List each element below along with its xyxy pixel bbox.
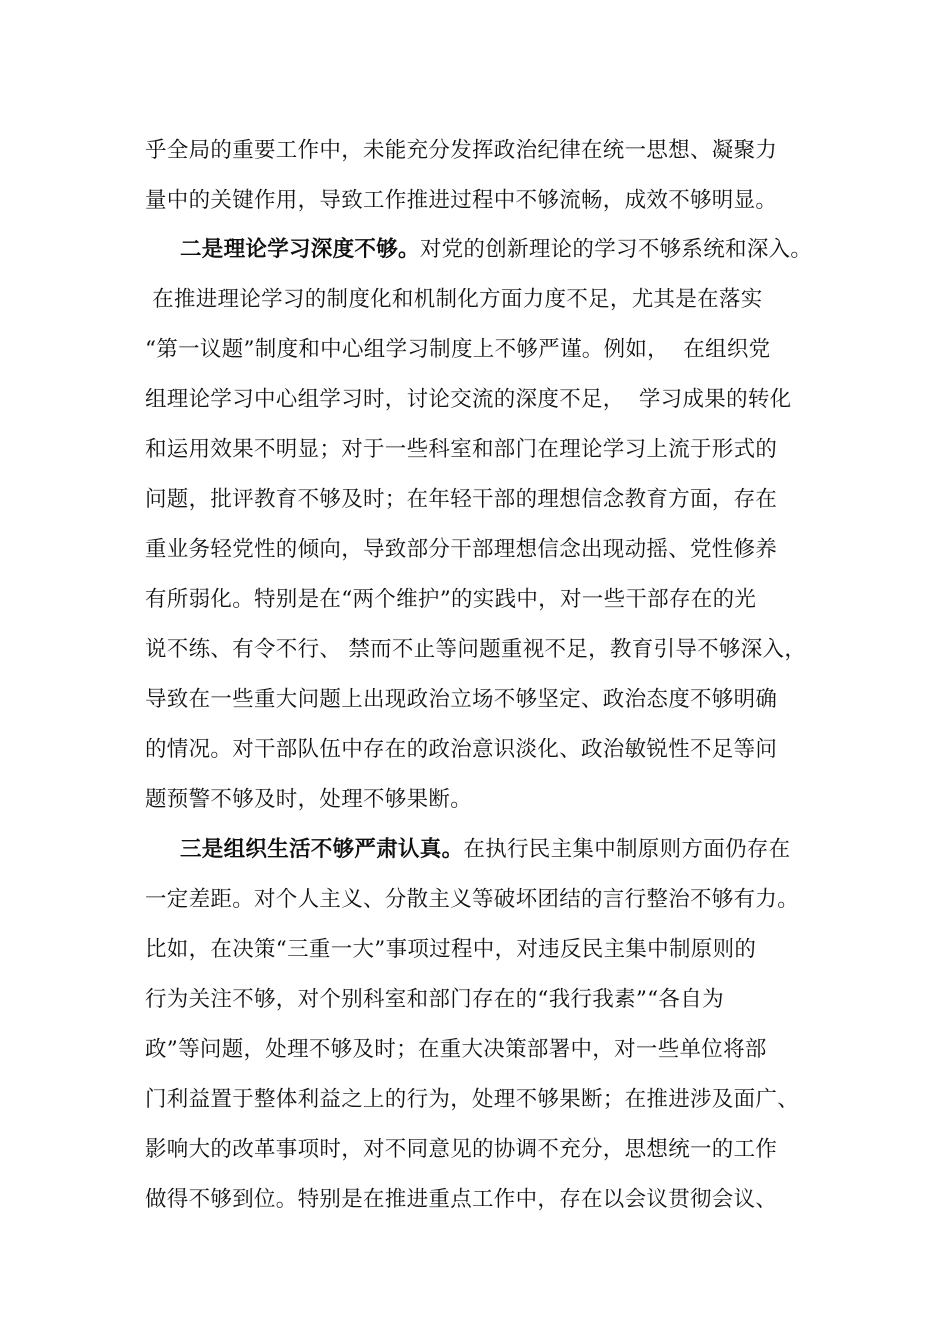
text-line: 和运用效果不明显；对于一些科室和部门在理论学习上流于形式的 <box>145 437 778 462</box>
text-line: 一定差距。对个人主义、分散主义等破坏团结的言行整治不够有力。 <box>145 887 800 912</box>
text-line: 说不练、有令不行、 禁而不止等问题重视不足，教育引导不够深入， <box>145 637 807 662</box>
paragraph-heading: 三是组织生活不够严肃认真。 <box>180 837 464 862</box>
text-line: 导致在一些重大问题上出现政治立场不够坚定、政治态度不够明确 <box>145 687 778 712</box>
text-line: 重业务轻党性的倾向，导致部分干部理想信念出现动摇、党性修养 <box>145 537 778 562</box>
text-line: 有所弱化。特别是在“两个维护”的实践中，对一些干部存在的光 <box>145 587 757 612</box>
paragraph-heading: 二是理论学习深度不够。 <box>180 237 420 262</box>
text-line: “第一议题”制度和中心组学习制度上不够严谨。例如， 在组织党 <box>145 337 771 362</box>
text-line: 题预警不够及时，处理不够果断。 <box>145 787 473 812</box>
text-line: 影响大的改革事项时，对不同意见的协调不充分，思想统一的工作 <box>145 1137 778 1162</box>
text-line: 门利益置于整体利益之上的行为，处理不够果断；在推进涉及面广、 <box>145 1087 800 1112</box>
text-line: 量中的关键作用，导致工作推进过程中不够流畅，成效不够明显。 <box>145 188 778 213</box>
paragraph-first-line <box>180 830 840 870</box>
text-line: 在推进理论学习的制度化和机制化方面力度不足，尤其是在落实 <box>145 287 763 312</box>
text-line: 问题，批评教育不够及时；在年轻干部的理想信念教育方面，存在 <box>145 487 778 512</box>
text-line: 行为关注不够，对个别科室和部门存在的“我行我素”“各自为 <box>145 987 724 1012</box>
paragraph-text: 对党的创新理论的学习不够系统和深入。 <box>419 237 813 262</box>
text-line: 的情况。对干部队伍中存在的政治意识淡化、政治敏锐性不足等问 <box>145 737 778 762</box>
paragraph-text: 在执行民主集中制原则方面仍存在 <box>463 837 791 862</box>
text-line: 政”等问题，处理不够及时；在重大决策部署中，对一些单位将部 <box>145 1037 767 1062</box>
text-line: 组理论学习中心组学习时，讨论交流的深度不足， 学习成果的转化 <box>145 387 792 412</box>
text-line: 比如，在决策“三重一大”事项过程中，对违反民主集中制原则的 <box>145 937 757 962</box>
paragraph-first-line <box>180 230 840 270</box>
text-line: 乎全局的重要工作中，未能充分发挥政治纪律在统一思想、凝聚力 <box>145 138 778 163</box>
text-line: 做得不够到位。特别是在推进重点工作中，存在以会议贯彻会议、 <box>145 1187 778 1212</box>
